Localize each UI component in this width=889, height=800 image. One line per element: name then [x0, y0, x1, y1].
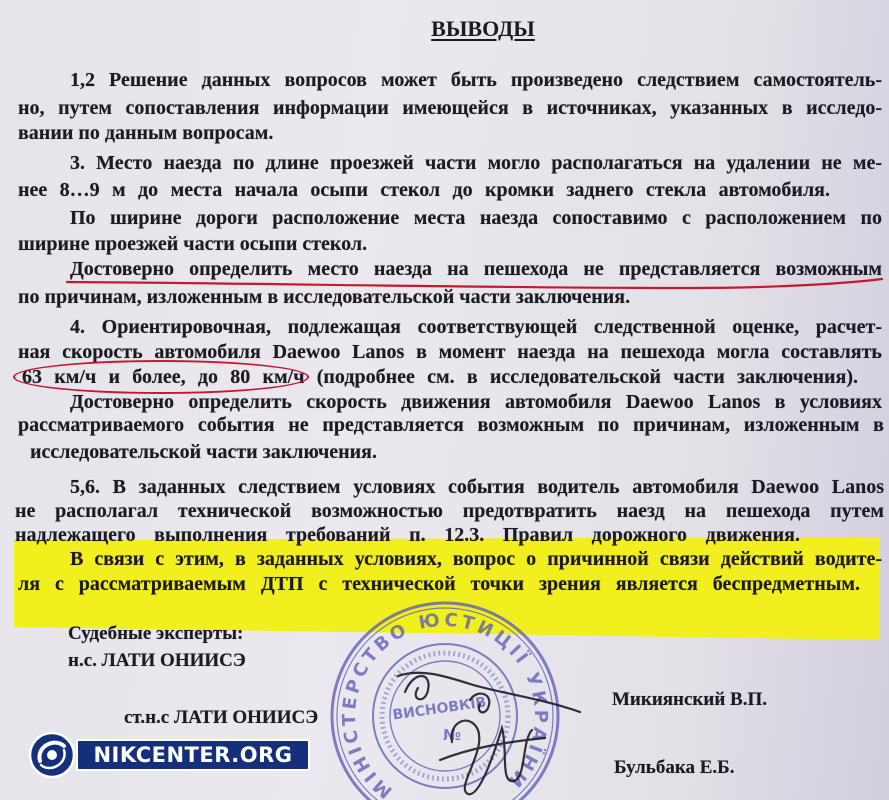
text-line-highlighted: В связи с этим, в заданных условиях, вопрос о причинной связи действий водите-: [70, 548, 882, 570]
site-watermark-logo: NIKCENTER.ORG: [76, 739, 310, 771]
logo-icon-dot: [47, 750, 57, 760]
text-line: 4. Ориентировочная, подлежащая соответствующей следственной оценке, расчет-: [70, 316, 882, 338]
document-title: ВЫВОДЫ: [431, 16, 535, 41]
text-line-highlighted: ля с рассматриваемым ДТП с технической точки зрения является беспредметным.: [18, 573, 860, 595]
nikcenter-logo-icon: [28, 731, 76, 779]
experts-heading: Судебные эксперты:: [68, 623, 244, 644]
expert-position-1: н.с. ЛАТИ ОНИИСЭ: [68, 650, 246, 671]
expert-position-2: ст.н.с ЛАТИ ОНИИСЭ: [124, 707, 319, 728]
text-line: ширине проезжей части осыпи стекол.: [18, 233, 368, 255]
text-line: по причинам, изложенным в исследовательской части заключения.: [18, 286, 631, 308]
speed-note: (подробнее см. в исследовательской части заключения).: [316, 366, 859, 388]
seal-ring-textpath: МІНІСТЕРСТВО ЮСТИЦІЇ УКРАЇНИ: [338, 609, 552, 800]
text-line-underlined: Достоверно определить место наезда на пешехода не представляется возможным: [70, 258, 882, 280]
text-line: Достоверно определить скорость движения автомобиля Daewoo Lanos в условиях: [70, 391, 882, 413]
text-line: По ширине дороги расположение места наезда сопоставимо с расположением по: [70, 207, 882, 229]
text-line: 1,2 Решение данных вопросов может быть произведено следствием самостоятель-: [70, 69, 882, 91]
text-line: ная скорость автомобиля Daewoo Lanos в момент наезда на пешехода могла составлять: [18, 341, 882, 363]
text-line: надлежащего выполнения требований п. 12.3. Правил дорожного движения.: [15, 524, 800, 546]
text-line: вании по данным вопросам.: [18, 122, 274, 144]
text-line: рассматриваемого события не представляется возможным по причинам, изложенным в: [18, 414, 884, 436]
seal-number-mark: №: [442, 726, 462, 744]
text-line: нее 8…9 м до места начала осыпи стекол до кромки заднего стекла автомобиля.: [18, 179, 830, 201]
expert-name-2: Бульбака Е.Б.: [614, 757, 735, 778]
text-line: исследовательской части заключения.: [30, 441, 378, 463]
text-line: 5,6. В заданных следствием условиях события водитель автомобиля Daewoo Lanos: [70, 476, 884, 498]
circled-speed-range: 63 км/ч и более, до 80 км/ч: [22, 366, 305, 388]
text-line-speed: [22, 364, 858, 390]
seal-center-text: ВИСНОВКІВ: [391, 694, 488, 724]
text-line: 3. Место наезда по длине проезжей части могло располагаться на удалении не ме-: [70, 152, 882, 174]
text-line: но, путем сопоставления информации имеющейся в источниках, указанных в исследо-: [18, 97, 882, 119]
text-line: не располагал технической возможностью предотвратить наезд на пешехода путем: [15, 500, 884, 522]
expert-name-1: Микиянский В.П.: [612, 689, 767, 710]
